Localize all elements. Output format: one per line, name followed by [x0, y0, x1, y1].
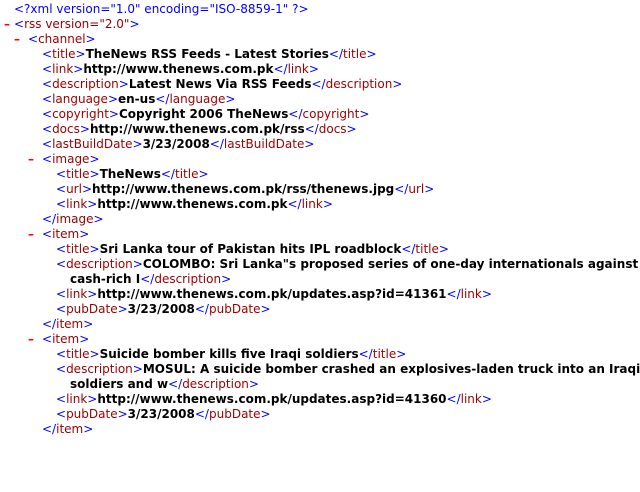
image-link-node: <link>http://www.thenews.com.pk</link>: [56, 197, 333, 211]
item-2-description-value-line2: soldiers and w: [70, 377, 169, 391]
channel-docs-value: http://www.thenews.com.pk/rss: [89, 122, 305, 136]
channel-title-node: <title>TheNews RSS Feeds - Latest Stories</title>: [42, 47, 377, 61]
image-collapse-toggle[interactable]: –: [28, 152, 34, 166]
image-url-node: <url>http://www.thenews.com.pk/rss/thenews.jpg</url>: [56, 182, 435, 196]
item-2-collapse-toggle[interactable]: –: [28, 332, 34, 346]
item-2-link-node: <link>http://www.thenews.com.pk/updates.asp?id=41360</link>: [56, 392, 492, 406]
item-1-open-tag: <item>: [42, 227, 90, 241]
item-2-description-value-line1: MOSUL: A suicide bomber crashed an explosives-laden truck into an Iraqi: [142, 362, 640, 376]
item-2-open-tag: <item>: [42, 332, 90, 346]
item-1-description-node: <description>COLOMBO: Sri Lanka"s proposed series of one-day internationals against: [56, 257, 639, 271]
item-1-pubdate-value: 3/23/2008: [127, 302, 195, 316]
item-2-pubdate-value: 3/23/2008: [127, 407, 195, 421]
image-close-tag: </image>: [42, 212, 104, 226]
item-1-link-value: http://www.thenews.com.pk/updates.asp?id=41361: [97, 287, 447, 301]
item-1-title-value: Sri Lanka tour of Pakistan hits IPL roadblock: [99, 242, 402, 256]
channel-language-node: <language>en-us</language>: [42, 92, 236, 106]
channel-link-node: <link>http://www.thenews.com.pk</link>: [42, 62, 319, 76]
xml-declaration: <?xml version="1.0" encoding="ISO-8859-1" ?>: [14, 2, 309, 16]
item-2-description-cont: soldiers and w</description>: [70, 377, 259, 391]
item-2-title-value: Suicide bomber kills five Iraqi soldiers: [99, 347, 359, 361]
image-url-value: http://www.thenews.com.pk/rss/thenews.jpg: [92, 182, 395, 196]
image-title-value: TheNews: [99, 167, 161, 181]
item-2-pubdate-node: <pubDate>3/23/2008</pubDate>: [56, 407, 271, 421]
item-2-title-node: <title>Suicide bomber kills five Iraqi soldiers</title>: [56, 347, 407, 361]
channel-docs-node: <docs>http://www.thenews.com.pk/rss</docs>: [42, 122, 357, 136]
channel-link-value: http://www.thenews.com.pk: [83, 62, 274, 76]
item-1-link-node: <link>http://www.thenews.com.pk/updates.asp?id=41361</link>: [56, 287, 492, 301]
item-1-title-node: <title>Sri Lanka tour of Pakistan hits IPL roadblock</title>: [56, 242, 449, 256]
item-1-description-value-line1: COLOMBO: Sri Lanka"s proposed series of one-day internationals against: [142, 257, 639, 271]
channel-title-value: TheNews RSS Feeds - Latest Stories: [85, 47, 329, 61]
rss-open-tag: <rss version="2.0">: [14, 17, 140, 31]
channel-description-value: Latest News Via RSS Feeds: [128, 77, 312, 91]
item-1-description-value-line2: cash-rich I: [70, 272, 141, 286]
item-1-close-tag: </item>: [42, 317, 94, 331]
channel-collapse-toggle[interactable]: –: [14, 32, 20, 46]
item-2-link-value: http://www.thenews.com.pk/updates.asp?id=41360: [97, 392, 447, 406]
item-1-collapse-toggle[interactable]: –: [28, 227, 34, 241]
channel-copyright-value: Copyright 2006 TheNews: [118, 107, 289, 121]
item-1-pubdate-node: <pubDate>3/23/2008</pubDate>: [56, 302, 271, 316]
channel-lastbuilddate-node: <lastBuildDate>3/23/2008</lastBuildDate>: [42, 137, 315, 151]
channel-language-value: en-us: [118, 92, 156, 106]
item-2-close-tag: </item>: [42, 422, 94, 436]
item-2-description-node: <description>MOSUL: A suicide bomber crashed an explosives-laden truck into an Iraqi: [56, 362, 640, 376]
channel-description-node: <description>Latest News Via RSS Feeds</description>: [42, 77, 403, 91]
channel-open-tag: <channel>: [28, 32, 96, 46]
channel-copyright-node: <copyright>Copyright 2006 TheNews</copyright>: [42, 107, 370, 121]
channel-lastbuilddate-value: 3/23/2008: [142, 137, 210, 151]
rss-collapse-toggle[interactable]: –: [4, 17, 10, 31]
image-title-node: <title>TheNews</title>: [56, 167, 209, 181]
image-link-value: http://www.thenews.com.pk: [97, 197, 288, 211]
image-open-tag: <image>: [42, 152, 100, 166]
item-1-description-cont: cash-rich I</description>: [70, 272, 232, 286]
